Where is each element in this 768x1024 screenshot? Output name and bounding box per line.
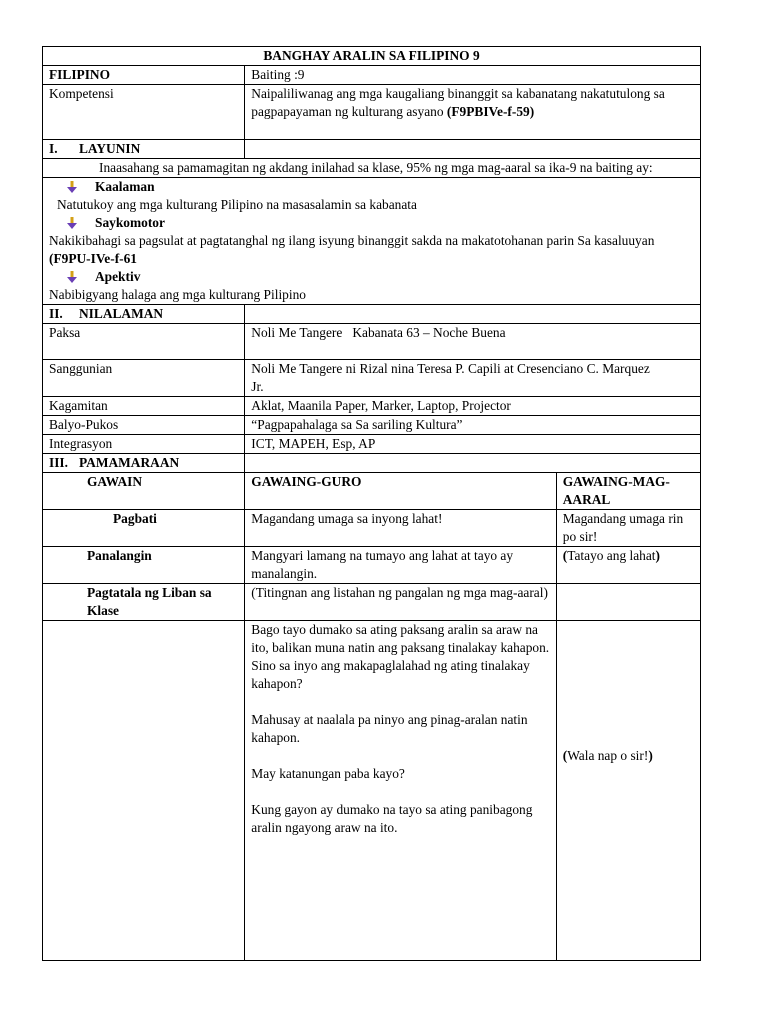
pamamaraan-title: PAMAMARAAN (79, 455, 180, 470)
arrow-down-icon (49, 178, 95, 196)
kaalaman-text: Natutukoy ang mga kulturang Pilipino na masasalamin sa kabanata (57, 197, 417, 212)
layunin-objectives-row (43, 178, 701, 305)
layunin-heading-row (43, 140, 701, 159)
kaalaman-label: Kaalaman (95, 179, 155, 194)
layunin-number: I. (49, 141, 58, 156)
layunin-intro-cell (43, 159, 701, 178)
layunin-heading (43, 140, 245, 159)
title-row (43, 47, 701, 66)
saykomotor-code: (F9PU-IVe-f-61 (49, 251, 138, 266)
kagamitan-row (43, 397, 701, 416)
gawain-header-row (43, 473, 701, 510)
pagbati-row (43, 510, 701, 547)
balik-magaaral: Wala nap o sir! (567, 748, 649, 763)
subject-row (43, 66, 701, 85)
kaalaman-heading (49, 178, 694, 196)
balyo-pukos-label: Balyo-Pukos (43, 416, 245, 435)
sanggunian-row (43, 360, 701, 397)
integrasyon-value: ICT, MAPEH, Esp, AP (245, 435, 701, 454)
kompetensi-row (43, 85, 701, 140)
balik-guro-p4: Kung gayon ay dumako na tayo sa ating panibagong aralin ngayong araw na ito. (251, 802, 533, 835)
saykomotor-label: Saykomotor (95, 215, 165, 230)
subject-label: FILIPINO (43, 66, 245, 85)
balik-guro-p1: Bago tayo dumako sa ating paksang aralin sa araw na ito, balikan muna natin ang paksang tinalakay kahapon. Sino sa inyo ang makapaglalahad ng ating tinalakay kahapon? (251, 622, 550, 691)
arrow-down-icon (49, 214, 95, 232)
balik-guro-p2: Mahusay at naalala pa ninyo ang pinag-aralan natin kahapon. (251, 712, 528, 745)
arrow-down-icon (49, 268, 95, 286)
integrasyon-label: Integrasyon (43, 435, 245, 454)
kagamitan-label: Kagamitan (43, 397, 245, 416)
nilalaman-heading-row (43, 305, 701, 324)
nilalaman-heading (43, 305, 245, 324)
lesson-plan-table (42, 46, 701, 961)
nilalaman-number: II. (49, 306, 63, 321)
sanggunian-value: Noli Me Tangere ni Rizal nina Teresa P. Capili at Cresenciano C. Marquez Jr. (245, 360, 701, 397)
layunin-title: LAYUNIN (79, 141, 141, 156)
col-magaaral-header: GAWAING-MAG-AARAL (556, 473, 700, 510)
pagtatala-row (43, 584, 701, 621)
pagtatala-magaaral (556, 584, 700, 621)
lesson-title: BANGHAY ARALIN SA FILIPINO 9 (43, 47, 701, 66)
apektiv-label: Apektiv (95, 269, 141, 284)
paksa-label: Paksa (43, 324, 245, 360)
pagbati-magaaral: Magandang umaga rin po sir! (556, 510, 700, 547)
kompetensi-cell (245, 85, 701, 140)
balyo-pukos-row (43, 416, 701, 435)
pagbati-label: Pagbati (43, 510, 245, 547)
saykomotor-text: Nakikibahagi sa pagsulat at pagtatanghal ng ilang isyung binanggit sakda na makatotohanan parin Sa kasaluuyan (49, 233, 655, 248)
panalangin-label: Panalangin (43, 547, 245, 584)
pamamaraan-heading (43, 454, 245, 473)
balik-guro-p3: May katanungan paba kayo? (251, 766, 405, 781)
pagtatala-guro: (Titingnan ang listahan ng pangalan ng mga mag-aaral) (245, 584, 556, 621)
kompetensi-text: Naipaliliwanag ang mga kaugaliang binanggit sa kabanatang nakatutulong sa pagpapayaman ng kulturang asyano (251, 86, 665, 119)
balik-aral-row (43, 621, 701, 961)
paksa-value: Noli Me Tangere Kabanata 63 – Noche Buena (245, 324, 701, 360)
grade-label: Baiting :9 (245, 66, 701, 85)
balik-aral-magaaral-cell: (Wala nap o sir!) (556, 621, 700, 961)
panalangin-row (43, 547, 701, 584)
layunin-intro-row (43, 159, 701, 178)
pamamaraan-number: III. (49, 455, 68, 470)
saykomotor-heading (49, 214, 694, 232)
kagamitan-value: Aklat, Maanila Paper, Marker, Laptop, Projector (245, 397, 701, 416)
balik-aral-guro (245, 621, 556, 961)
paksa-row (43, 324, 701, 360)
integrasyon-row (43, 435, 701, 454)
panalangin-magaaral-cell: (Tatayo ang lahat) (556, 547, 700, 584)
panalangin-magaaral: Tatayo ang lahat (567, 548, 656, 563)
col-guro-header: GAWAING-GURO (245, 473, 556, 510)
panalangin-guro: Mangyari lamang na tumayo ang lahat at tayo ay manalangin. (245, 547, 556, 584)
pamamaraan-heading-row (43, 454, 701, 473)
saykomotor-paragraph (49, 232, 694, 268)
nilalaman-title: NILALAMAN (79, 306, 164, 321)
pagbati-guro: Magandang umaga sa inyong lahat! (245, 510, 556, 547)
balyo-pukos-value: “Pagpapahalaga sa Sa sariling Kultura” (245, 416, 701, 435)
pagtatala-label: Pagtatala ng Liban sa Klase (43, 584, 245, 621)
apektiv-heading (49, 268, 694, 286)
col-gawain-header: GAWAIN (43, 473, 245, 510)
kompetensi-label: Kompetensi (43, 85, 245, 140)
sanggunian-label: Sanggunian (43, 360, 245, 397)
apektiv-text: Nabibigyang halaga ang mga kulturang Pilipino (49, 287, 306, 302)
kompetensi-code: (F9PBIVe-f-59) (446, 104, 535, 119)
objectives-cell (43, 178, 701, 305)
layunin-intro: Inaasahang sa pamamagitan ng akdang inilahad sa klase, 95% ng mga mag-aaral sa ika-9 na baiting ay: (99, 160, 653, 175)
